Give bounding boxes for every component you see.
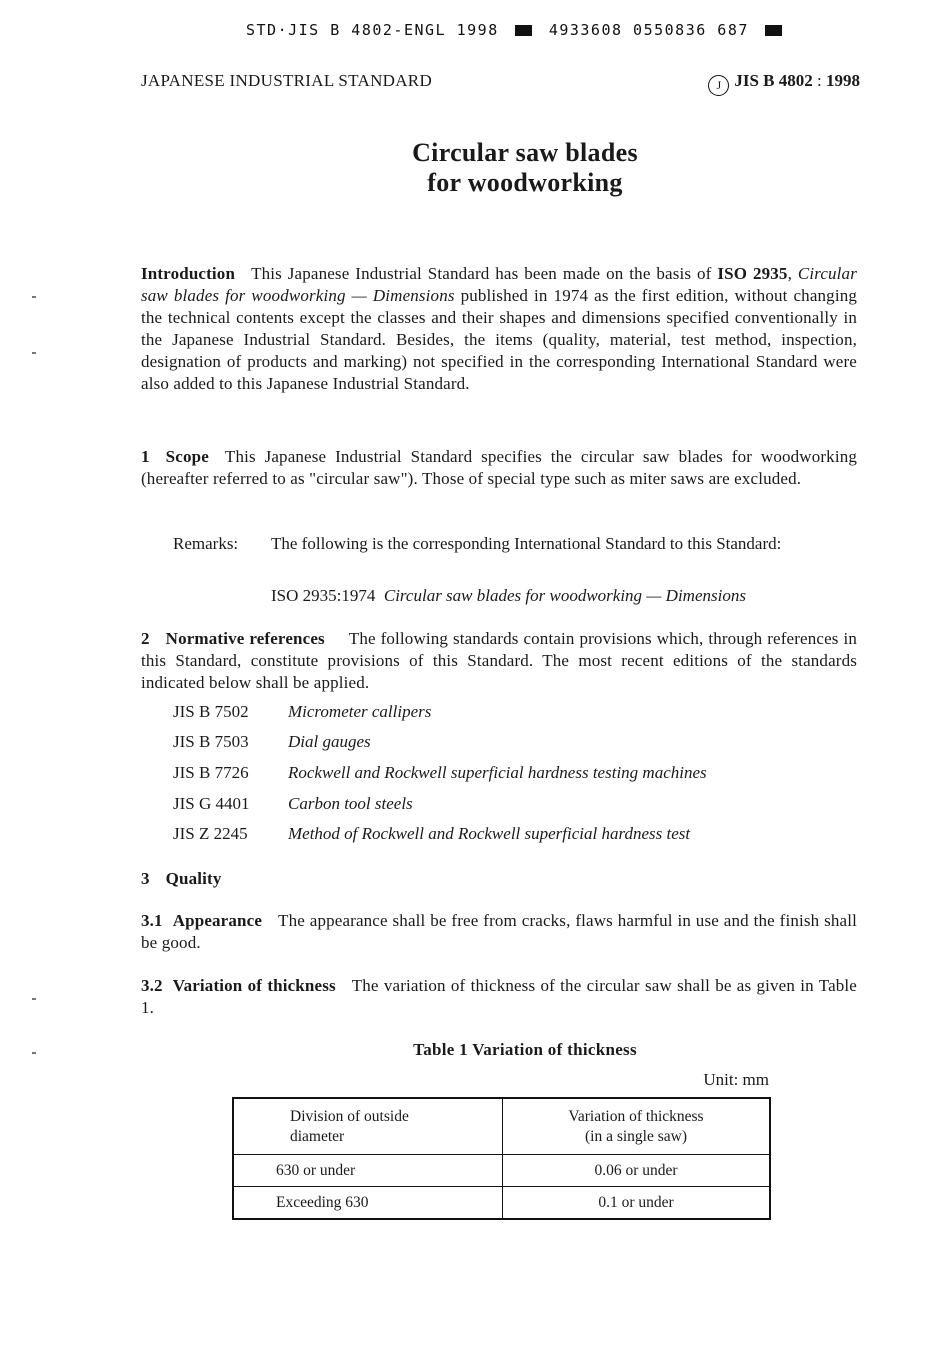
intro-iso-title: Circular saw blades for woodworking — Dimensions: [141, 264, 857, 305]
document-serial-text: 4933608 0550836 687: [548, 21, 749, 39]
reference-item: [173, 824, 690, 844]
table-1-unit: Unit: mm: [703, 1070, 769, 1089]
table-1-caption: Table 1 Variation of thickness: [413, 1040, 637, 1059]
header-separator: :: [812, 71, 826, 90]
remarks-iso-reference: [271, 585, 871, 607]
remarks-iso-code: ISO 2935:1974: [271, 586, 376, 605]
table-cell: 0.06 or under: [503, 1155, 771, 1187]
reference-item: [173, 763, 707, 783]
document-title: [50, 138, 950, 198]
appearance-number: 3.1: [141, 911, 163, 930]
normative-heading: Normative references: [165, 629, 325, 648]
quality-heading: Quality: [165, 869, 222, 888]
intro-text-2: published in 1974 as the first edition, without changing the technical contents except the classes and their shapes and dimensions specified conventionally in the Japanese Industrial Standard. Besides, the items (quality, material, test method, inspection, designation of products and marking) not specified in the corresponding International Standard were also added to this Japanese Industrial Standard.: [141, 286, 857, 393]
scope-paragraph: [141, 446, 857, 490]
variation-number: 3.2: [141, 976, 163, 995]
quality-number: 3: [141, 869, 150, 888]
black-block-mark: [765, 25, 782, 36]
header-line: Division of outside: [290, 1107, 409, 1125]
cell-text: 630 or under: [276, 1161, 356, 1179]
variation-text: The variation of thickness of the circular saw shall be as given in Table 1.: [141, 976, 857, 1017]
table-row: [233, 1155, 770, 1187]
table-cell: [233, 1187, 503, 1220]
reference-title: Method of Rockwell and Rockwell superficial hardness test: [288, 824, 691, 843]
table-1: [232, 1097, 771, 1220]
normative-number: 2: [141, 629, 150, 648]
appearance-text: The appearance shall be free from cracks, flaws harmful in use and the finish shall be good.: [141, 911, 857, 952]
table-header-row: [233, 1098, 770, 1155]
scope-number: 1: [141, 447, 150, 466]
document-id-line: [246, 21, 826, 39]
reference-item: [173, 794, 413, 814]
remarks-text: The following is the corresponding International Standard to this Standard:: [271, 534, 782, 553]
header-standard-type: JAPANESE INDUSTRIAL STANDARD: [141, 71, 433, 90]
header-year: 1998: [826, 71, 860, 90]
reference-title: Dial gauges: [288, 732, 371, 751]
cell-text: Exceeding 630: [276, 1193, 369, 1211]
introduction-heading: Introduction: [141, 264, 236, 283]
normative-references-paragraph: [141, 628, 857, 694]
reference-title: Micrometer callipers: [288, 702, 432, 721]
table-cell: 0.1 or under: [503, 1187, 771, 1220]
header-line: (in a single saw): [584, 1127, 687, 1145]
table-header-cell: [503, 1098, 771, 1155]
reference-code: JIS B 7726: [173, 763, 249, 782]
appearance-paragraph: [141, 910, 857, 954]
scope-text: This Japanese Industrial Standard specifies the circular saw blades for woodworking (hereafter referred to as "circular saw"). Those of special type such as miter saws are excluded.: [141, 447, 857, 488]
title-line-1: Circular saw blades: [412, 138, 638, 167]
intro-text-1: This Japanese Industrial Standard has been made on the basis of: [251, 264, 712, 283]
scan-speck: [32, 1052, 36, 1054]
scan-speck: [32, 998, 36, 1000]
scope-heading: Scope: [165, 447, 209, 466]
intro-comma: ,: [787, 264, 792, 283]
reference-item: [173, 702, 431, 722]
table-cell: [233, 1155, 503, 1187]
introduction-paragraph: [141, 263, 857, 395]
reference-item: [173, 732, 371, 752]
variation-heading: Variation of thickness: [172, 976, 336, 995]
reference-code: JIS B 7502: [173, 702, 249, 721]
scan-speck: [32, 352, 36, 354]
header-line: diameter: [290, 1127, 345, 1145]
header-line: Variation of thickness: [568, 1107, 704, 1125]
table-header-cell: [233, 1098, 503, 1155]
appearance-heading: Appearance: [172, 911, 263, 930]
intro-iso-ref: ISO 2935: [717, 264, 788, 283]
scan-speck: [32, 296, 36, 298]
reference-title: Rockwell and Rockwell superficial hardness testing machines: [288, 763, 707, 782]
variation-paragraph: [141, 975, 857, 1019]
black-block-mark: [515, 25, 532, 36]
normative-text: The following standards contain provisions which, through references in this Standard, constitute provisions of this Standard. The most recent editions of the standards indicated below shall be applied.: [141, 629, 857, 692]
document-id-text: STD·JIS B 4802-ENGL 1998: [246, 21, 499, 39]
remarks-label: Remarks:: [173, 534, 239, 553]
reference-code: JIS G 4401: [173, 794, 250, 813]
quality-heading-line: [141, 868, 857, 890]
jis-mark-icon: J: [708, 75, 729, 96]
reference-code: JIS B 7503: [173, 732, 249, 751]
reference-title: Carbon tool steels: [288, 794, 413, 813]
reference-code: JIS Z 2245: [173, 824, 248, 843]
header-standard-number: [708, 71, 860, 96]
table-row: [233, 1187, 770, 1220]
title-line-2: for woodworking: [427, 168, 623, 197]
header-code: JIS B 4802: [734, 71, 813, 90]
remarks-iso-title: Circular saw blades for woodworking — Dimensions: [383, 586, 746, 605]
